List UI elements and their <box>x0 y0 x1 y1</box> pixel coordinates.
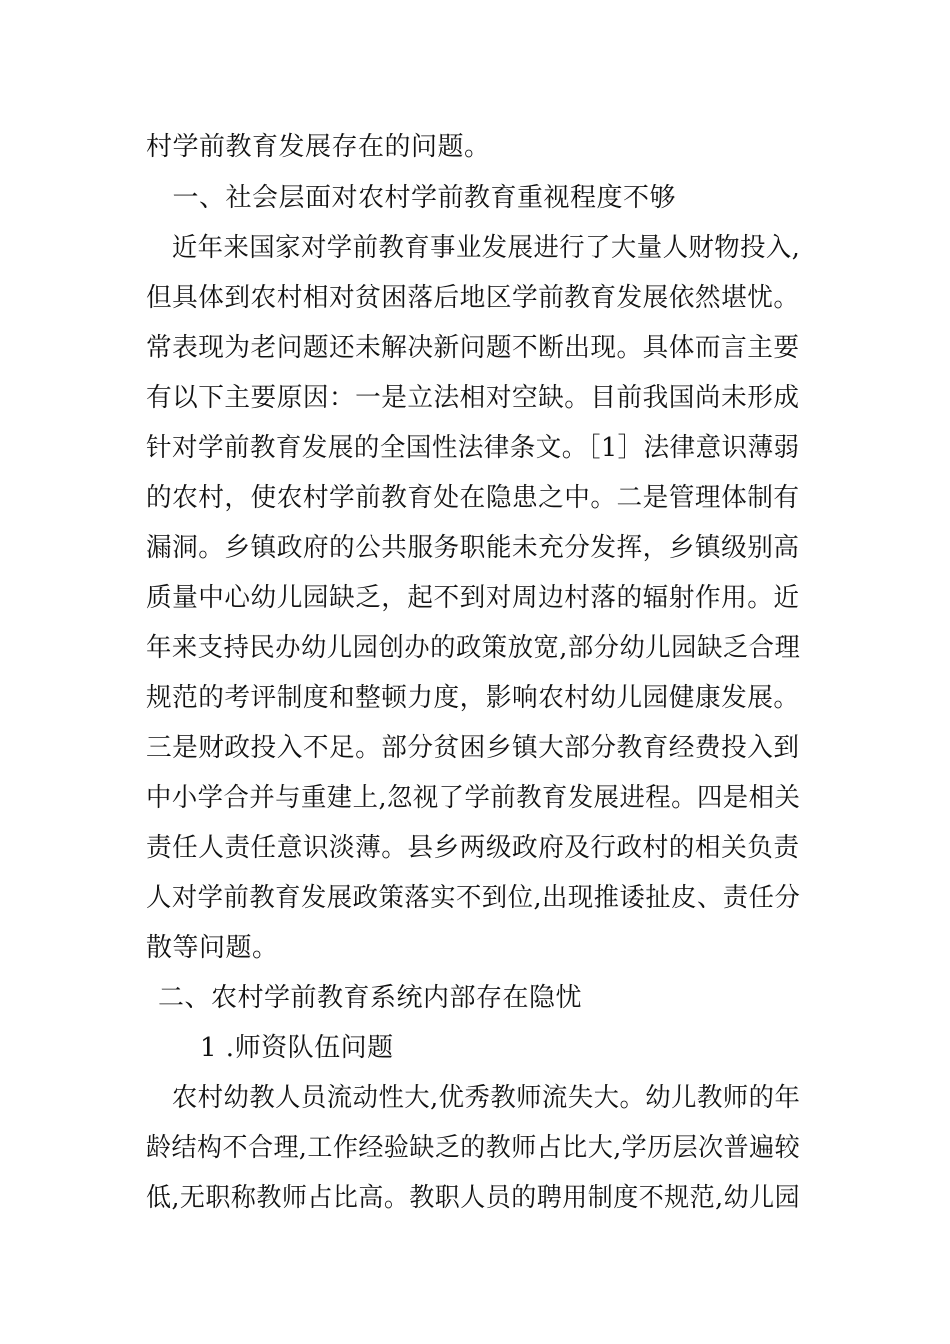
text-line: 人对学前教育发展政策落实不到位,出现推诿扯皮、责任分 <box>146 883 801 913</box>
text-line: 但具体到农村相对贫困落后地区学前教育发展依然堪忧。 <box>146 283 800 313</box>
text-line: 责任人责任意识淡薄。县乡两级政府及行政村的相关负责 <box>146 833 800 863</box>
text-line: 龄结构不合理,工作经验缺乏的教师占比大,学历层次普遍较 <box>146 1133 801 1163</box>
section-heading-1: 一、社会层面对农村学前教育重视程度不够 <box>146 183 677 213</box>
text-line: 质量中心幼儿园缺乏，起不到对周边村落的辐射作用。近 <box>146 583 800 613</box>
text-line: 年来支持民办幼儿园创办的政策放宽,部分幼儿园缺乏合理 <box>146 633 801 663</box>
text-line: 针对学前教育发展的全国性法律条文。［1］法律意识薄弱 <box>146 433 800 463</box>
text-line: 三是财政投入不足。部分贫困乡镇大部分教育经费投入到 <box>146 733 800 763</box>
subsection-heading: 1 .师资队伍问题 <box>200 1033 394 1063</box>
text-line: 低,无职称教师占比高。教职人员的聘用制度不规范,幼儿园 <box>146 1183 801 1213</box>
text-line: 常表现为老问题还未解决新问题不断出现。具体而言主要 <box>146 333 800 363</box>
text-line: 规范的考评制度和整顿力度，影响农村幼儿园健康发展。 <box>146 683 800 713</box>
text-line: 的农村，使农村学前教育处在隐患之中。二是管理体制有 <box>146 483 800 513</box>
text-line: 农村幼教人员流动性大,优秀教师流失大。幼儿教师的年 <box>146 1083 801 1113</box>
text-line: 中小学合并与重建上,忽视了学前教育发展进程。四是相关 <box>146 783 801 813</box>
section-heading-2: 二、农村学前教育系统内部存在隐忧 <box>158 983 583 1013</box>
text-line: 村学前教育发展存在的问题。 <box>146 132 491 162</box>
text-line: 有以下主要原因：一是立法相对空缺。目前我国尚未形成 <box>146 383 800 413</box>
text-line: 漏洞。乡镇政府的公共服务职能未充分发挥，乡镇级别高 <box>146 533 800 563</box>
text-line: 近年来国家对学前教育事业发展进行了大量人财物投入, <box>146 233 801 263</box>
text-line: 散等问题。 <box>146 933 279 963</box>
